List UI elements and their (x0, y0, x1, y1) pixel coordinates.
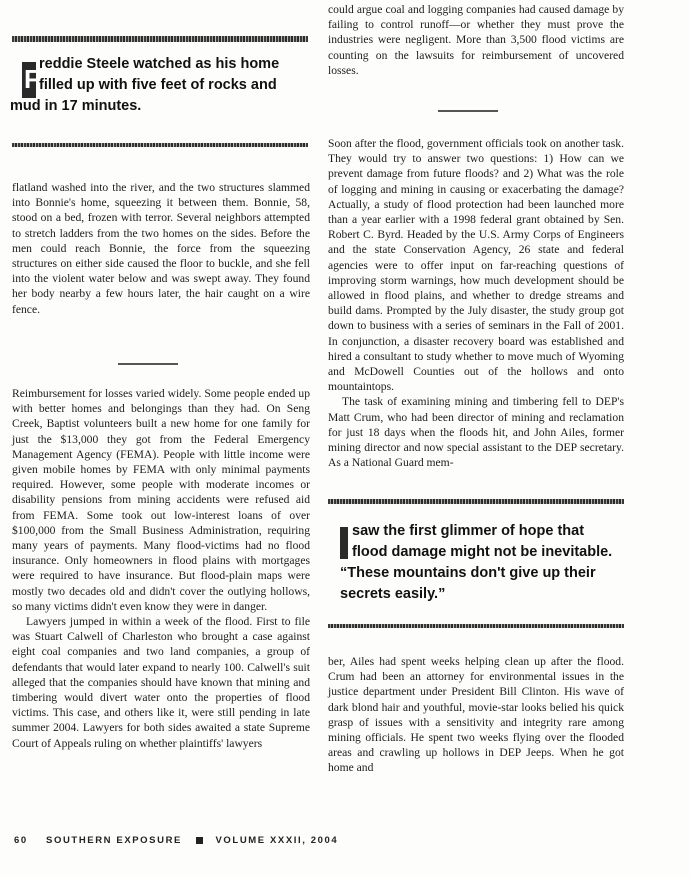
left-paragraph-1: flatland washed into the river, and the two structures slammed into Bonnie's home, squeezing it between them. Bonnie, 58, stood on a bed, frozen with terror. Several neighbors attempted to stretch ladders from the two homes on the sides. Before the men could reach Bonnie, the force from the squeezing structures on either side caused the floor to buckle, and she fell into the violent water below and was swept away. They found her body nearby a few hours later, the hair caught on a wire fence. (12, 181, 310, 316)
pull-quote-2-line-2: flood damage might not be inevitable. (352, 544, 613, 560)
pull-quote-2-line-1: saw the first glimmer of hope that (352, 523, 585, 539)
left-paragraph-3: Lawyers jumped in within a week of the flood. First to file was Stuart Calwell of Charleston who brought a case against eight coal companies and two land companies, a group of defendants that would later expand to nearly 100. Calwell's suit alleged that the companies should have known that mining and timbering would divert water onto the properties of flood victims. This case, and others like it, were still pending in late summer 2004. Lawyers for both sides awaited a state Supreme Court of Appeals ruling on whether plaintiffs' lawyers (12, 615, 310, 750)
pull-quote-bottom-rule (12, 143, 308, 147)
pull-quote-freddie (10, 54, 312, 117)
right-paragraph-1: could argue coal and logging companies had caused damage by failing to control runoff—or whether they must prove the industries were negligent. More than 3,500 flood victims are counting on the lawsuits for reimbursement of uncovered losses. (328, 3, 624, 77)
right-column-lower (328, 654, 624, 776)
right-paragraph-3: The task of examining mining and timbering fell to DEP's Matt Crum, who had been director of mining and reclamation for just 18 days when the floods hit, and John Ailes, former mining director and now special assistant to the DEP secretary. As a National Guard mem- (328, 395, 624, 470)
publication-name: SOUTHERN EXPOSURE (46, 835, 182, 846)
volume-label: VOLUME XXXII, 2004 (215, 835, 339, 846)
pull-quote-2-line-4: secrets easily.” (340, 586, 446, 602)
drop-cap-letter: F (24, 64, 40, 94)
right-paragraph-4: ber, Ailes had spent weeks helping clean up after the flood. Crum had been an attorney for environmental issues in the justice department under President Bill Clinton. His wave of dark blond hair and youthful, movie-star looks belied his quick grasp of issues with a sensitivity and integrity rare among mining officials. He spent two weeks flying over the flooded areas and crawling up hollows in DEP Jeeps. When he got home and (328, 655, 624, 775)
pull-quote-hope (340, 521, 625, 605)
section-divider-left (118, 363, 178, 365)
right-column-middle (328, 136, 624, 470)
page-footer (14, 835, 614, 849)
pull-quote-2-bottom-rule (328, 624, 624, 628)
pull-quote-line-2: filled up with five feet of rocks and (39, 77, 277, 93)
pull-quote-2-top-rule (328, 499, 624, 504)
left-column-lower (12, 386, 310, 751)
right-paragraph-2: Soon after the flood, government officials took on another task. They would try to answer two questions: 1) How can we prevent damage from future floods? and 2) What was the role of logging and mining in causing or exacerbating the damage? Actually, a study of flood protection had been launched more than a year earlier with a 1998 federal grant obtained by Sen. Robert C. Byrd. Headed by the U.S. Army Corps of Engineers and the state Conservation Agency, 26 state and federal agencies were to offer input on far-reaching questions of improving storm warnings, how much development should be allowed in flood plains, and whether to dredge streams and build dams. Prompted by the July disaster, the study group got down to business with a series of seminars in the Fall of 2001. In conjunction, a disaster recovery board was established and hired a consultant to study whether to move much of Wyoming and McDowell Counties out of the hollows and onto mountaintops. (328, 137, 624, 394)
pull-quote-line-1: F reddie Steele watched as his home (24, 56, 280, 94)
section-divider-right (438, 110, 498, 112)
pull-quote-2-line-3: “These mountains don't give up their (340, 565, 596, 581)
left-column (12, 180, 310, 317)
footer-square-icon (196, 837, 203, 844)
page-number: 60 (14, 835, 28, 846)
right-column (328, 2, 624, 78)
pull-quote-line-3: mud in 17 minutes. (10, 98, 142, 114)
pull-quote-top-rule (12, 36, 308, 42)
left-paragraph-2: Reimbursement for losses varied widely. Some people ended up with better homes and belongings than they had. On Seng Creek, Baptist volunteers built a new home for one family for just the $13,000 they got from the Federal Emergency Management Agency (FEMA). People with little income were given mobile homes by FEMA with only minimal payments required. However, some people with moderate incomes or disability pensions from mining accidents were refused aid from FEMA. Some took out low-interest loans of over $100,000 from the Small Business Administration, requiring many years of payments. Many flood-victims had no flood insurance. Only homeowners in flood plains with mortgages were required to have insurance. But flood-plain maps were mostly two decades old and didn't cover the outlying hollows, so many victims didn't even know they were in danger. (12, 387, 310, 613)
